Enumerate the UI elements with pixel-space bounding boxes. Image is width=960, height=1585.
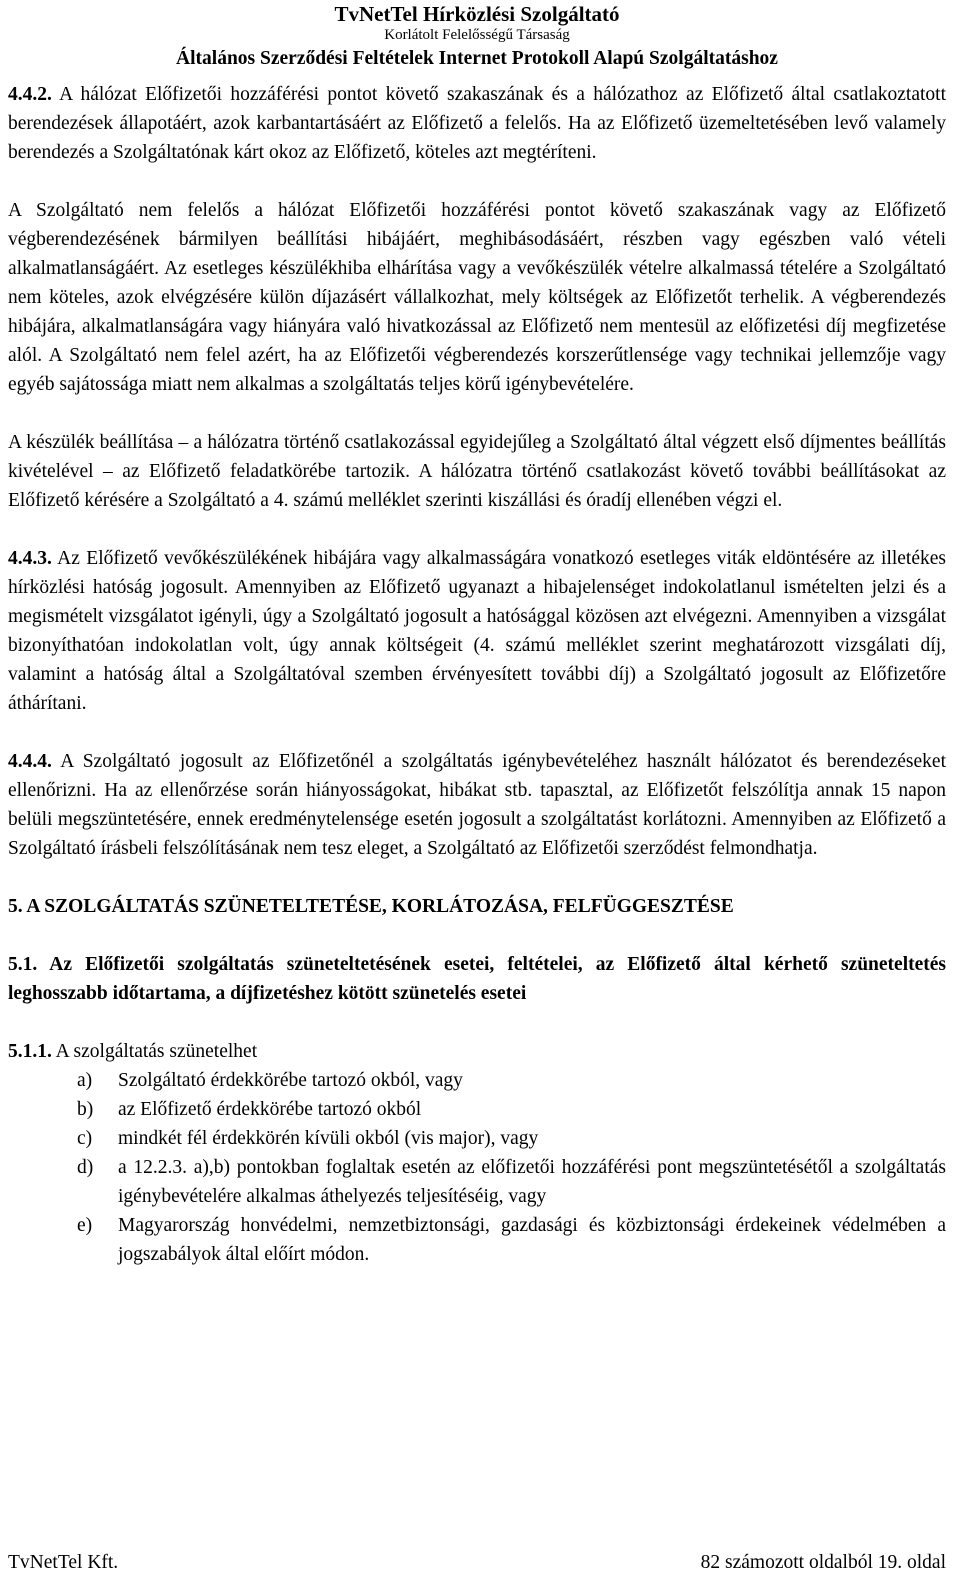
list-item (8, 1124, 946, 1153)
paragraph-4-4-4 (8, 747, 946, 863)
suspension-cases-list (8, 1066, 946, 1269)
section-number: 4.4.3. (8, 548, 52, 569)
list-item (8, 1153, 946, 1211)
list-marker: c) (77, 1128, 93, 1149)
section-number: 4.4.4. (8, 751, 52, 772)
paragraph-device-setup: A készülék beállítása – a hálózatra történő csatlakozással egyidejűleg a Szolgáltató által végzett első díjmentes beállítás kivételével – az Előfizető feladatkörébe tartozik. A hálózatra történő csatlakozást követő további beállításokat az Előfizető kérésére a Szolgáltató a 4. számú melléklet szerinti kiszállási és óradíj ellenében végzi el. (8, 432, 946, 511)
list-item-text: mindkét fél érdekkörén kívüli okból (vis major), vagy (118, 1128, 539, 1149)
list-item (8, 1066, 946, 1095)
list-item-text: az Előfizető érdekkörébe tartozó okból (118, 1099, 422, 1120)
company-name: TvNetTel Hírközlési Szolgáltató (334, 2, 620, 26)
heading-section-5: 5. A SZOLGÁLTATÁS SZÜNETELTETÉSE, KORLÁTOZÁSA, FELFÜGGESZTÉSE (8, 896, 734, 917)
paragraph-5-1-1 (8, 1037, 946, 1066)
paragraph-liability: A Szolgáltató nem felelős a hálózat Előfizetői hozzáférési pontot követő szakaszának vagy az Előfizető végberendezésének bármilyen beállítási hibájáért, meghibásodásáért, részben vagy egészben való vételi alkalmatlanságáért. Az esetleges készülékhiba elhárítása vagy a vevőkészülék vételre alkalmassá tételére a Szolgáltató nem köteles, azok elvégzésére külön díjazásért vállalkozhat, mely költségek az Előfizetőt terhelik. A végberendezés hibájára, alkalmatlanságára vagy hiányára való hivatkozással az Előfizető nem mentesül az előfizetési díj megfizetése alól. A Szolgáltató nem felel azért, ha az Előfizetői végberendezés korszerűtlensége vagy technikai jellemzője vagy egyéb sajátossága miatt nem alkalmas a szolgáltatás teljes körű igénybevételére. (8, 200, 946, 395)
paragraph-text: A szolgáltatás szünetelhet (51, 1041, 258, 1062)
company-subtitle: Korlátolt Felelősségű Társaság (384, 27, 570, 43)
document-title: Általános Szerződési Feltételek Internet Protokoll Alapú Szolgáltatáshoz (176, 48, 778, 69)
list-item (8, 1211, 946, 1269)
list-item-text: Szolgáltató érdekkörébe tartozó okból, vagy (118, 1070, 463, 1091)
list-item-text: Magyarország honvédelmi, nemzetbiztonsági, gazdasági és közbiztonsági érdekeinek védelmében a jogszabályok által előírt módon. (118, 1215, 946, 1265)
paragraph-4-4-2 (8, 80, 946, 167)
list-marker: d) (77, 1157, 94, 1178)
list-marker: e) (77, 1215, 93, 1236)
heading-section-5-1: 5.1. Az Előfizetői szolgáltatás szüneteltetésének esetei, feltételei, az Előfizető által kérhető szüneteltetés leghosszabb időtartama, a díjfizetéshez kötött szünetelés esetei (8, 954, 946, 1004)
footer-page-number: 82 számozott oldalból 19. oldal (700, 1552, 946, 1573)
document-header (8, 0, 946, 73)
document-page (8, 0, 946, 1269)
list-item-text: a 12.2.3. a),b) pontokban foglaltak esetén az előfizetői hozzáférési pont megszüntetésétől a szolgáltatás igénybevételére alkalmas áthelyezés teljesítéséig, vagy (118, 1157, 946, 1207)
footer-company: TvNetTel Kft. (8, 1552, 119, 1573)
paragraph-text: A Szolgáltató jogosult az Előfizetőnél a szolgáltatás igénybevételéhez használt hálózatot és berendezéseket ellenőrizni. Ha az ellenőrzése során hiányosságokat, hibákat stb. tapasztal, az Előfizetőt felszólítja annak 15 napon belüli megszüntetésére, ennek eredménytelensége esetén jogosult a szolgáltatást korlátozni. Amennyiben az Előfizető a Szolgáltató írásbeli felszólításának nem tesz eleget, a Szolgáltató az Előfizetői szerződést felmondhatja. (8, 751, 946, 859)
list-marker: b) (77, 1099, 94, 1120)
list-marker: a) (77, 1070, 93, 1091)
paragraph-text: Az Előfizető vevőkészülékének hibájára vagy alkalmasságára vonatkozó esetleges viták eldöntésére az illetékes hírközlési hatóság jogosult. Amennyiben az Előfizető ugyanazt a hibajelenséget indokolatlanul ismételten jelzi és a megismételt vizsgálatot igényli, úgy a Szolgáltató jogosult a hatósággal közösen azt elvégezni. Amennyiben a vizsgálat bizonyíthatóan indokolatlan volt, úgy annak költségeit (4. számú melléklet szerint meghatározott vizsgálati díj, valamint a hatóság által a Szolgáltatóval szemben érvényesített további díj) a Szolgáltató jogosult az Előfizetőre áthárítani. (8, 548, 946, 714)
section-number: 4.4.2. (8, 84, 52, 105)
paragraph-text: A hálózat Előfizetői hozzáférési pontot követő szakaszának és a hálózathoz az Előfizető által csatlakoztatott berendezések állapotáért, azok karbantartásáért az Előfizető a felelős. Ha az Előfizető üzemeltetésében levő valamely berendezés a Szolgáltatónak kárt okoz az Előfizető, köteles azt megtéríteni. (8, 84, 946, 163)
list-item (8, 1095, 946, 1124)
page-footer (8, 1548, 946, 1577)
paragraph-4-4-3 (8, 544, 946, 718)
section-number: 5.1.1. (8, 1041, 52, 1062)
